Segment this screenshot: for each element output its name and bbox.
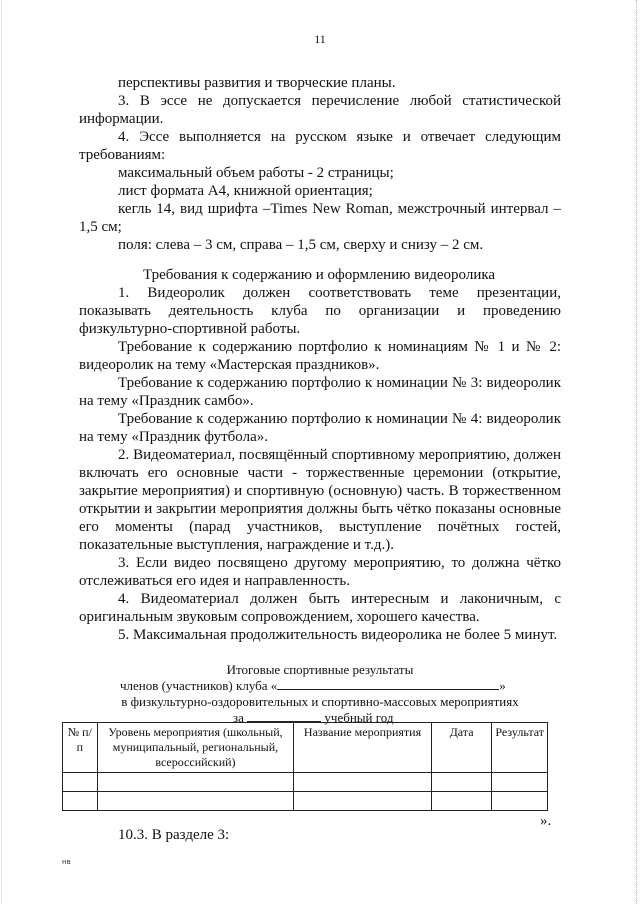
year-blank bbox=[247, 709, 321, 722]
header-result: Результат bbox=[492, 723, 548, 773]
text-line: лист формата А4, книжной ориентация; bbox=[118, 183, 373, 199]
results-club-prefix: членов (участников) клуба « bbox=[120, 678, 278, 693]
results-subtitle: в физкультурно-оздоровительных и спортивно-массовых мероприятиях bbox=[121, 694, 519, 709]
text-line: показательные выступления, награждение и т.д.). bbox=[79, 537, 394, 553]
text-line: его моменты (парад участников, выступление почётных гостей, bbox=[79, 519, 561, 535]
closing-quote: ». bbox=[540, 813, 552, 829]
table-cell bbox=[63, 792, 98, 811]
text-line: 5. Максимальная продолжительность видеоролика не более 5 минут. bbox=[118, 627, 558, 643]
text-line: 4. Видеоматериал должен быть интересным и лаконичным, с bbox=[118, 591, 561, 607]
text-line: Требование к содержанию портфолио к номинациям № 1 и № 2: bbox=[118, 339, 561, 355]
text-line: требованиям: bbox=[79, 147, 166, 163]
results-title: Итоговые спортивные результаты bbox=[226, 662, 414, 677]
text-line: перспективы развития и творческие планы. bbox=[118, 75, 396, 91]
text-line: 4. Эссе выполняется на русском языке и отвечает следующим bbox=[118, 129, 561, 145]
header-level: Уровень мероприятия (школьный, муниципальный, региональный, всероссийский) bbox=[97, 723, 294, 773]
text-line: показывать деятельность клуба по организации и проведению bbox=[79, 303, 561, 319]
table-cell bbox=[492, 773, 548, 792]
page-number: 11 bbox=[314, 32, 326, 46]
text-line: информации. bbox=[79, 111, 164, 127]
section-heading: Требования к содержанию и оформлению видеоролика bbox=[143, 267, 496, 283]
header-date: Дата bbox=[431, 723, 492, 773]
table-cell bbox=[431, 773, 492, 792]
text-line: открытии и закрытии мероприятия должны быть чётко показаны основные bbox=[79, 501, 561, 517]
table-row bbox=[63, 792, 548, 811]
text-line: оригинальным звуковым сопровождением, хорошего качества. bbox=[79, 609, 480, 625]
table-cell bbox=[63, 773, 98, 792]
table-cell bbox=[294, 773, 431, 792]
header-name: Название мероприятия bbox=[294, 723, 431, 773]
results-club-suffix: » bbox=[499, 678, 506, 693]
header-num: № п/п bbox=[63, 723, 98, 773]
text-line: закрытие мероприятия) и спортивную (основную) часть. В торжественном bbox=[79, 483, 561, 499]
text-line: на тему «Праздник самбо». bbox=[79, 393, 254, 409]
table-cell bbox=[294, 792, 431, 811]
table-cell bbox=[97, 792, 294, 811]
results-year-suffix: учебный год bbox=[324, 710, 394, 725]
text-line: отслеживаться его идея и направленность. bbox=[79, 573, 350, 589]
text-line: 2. Видеоматериал, посвящённый спортивному мероприятию, должен bbox=[118, 447, 561, 463]
table-cell bbox=[431, 792, 492, 811]
text-line: поля: слева – 3 см, справа – 1,5 см, сверху и снизу – 2 см. bbox=[118, 237, 484, 253]
text-line: 1,5 см; bbox=[79, 219, 122, 235]
text-line: 3. В эссе не допускается перечисление любой статистической bbox=[118, 93, 561, 109]
results-year-prefix: за bbox=[233, 710, 244, 725]
table-header-row bbox=[63, 723, 548, 773]
text-line: включать его основные части - торжественные церемонии (открытие, bbox=[79, 465, 561, 481]
results-table bbox=[62, 722, 548, 811]
table-row bbox=[63, 773, 548, 792]
text-line: Требование к содержанию портфолио к номинации № 4: видеоролик bbox=[118, 411, 561, 427]
text-line: на тему «Праздник футбола». bbox=[79, 429, 268, 445]
club-name-blank bbox=[277, 677, 499, 690]
table-cell bbox=[492, 792, 548, 811]
text-line: 3. Если видео посвящено другому мероприятию, то должна чётко bbox=[118, 555, 561, 571]
text-line: максимальный объем работы - 2 страницы; bbox=[118, 165, 394, 181]
text-line: видеоролик на тему «Мастерская праздников». bbox=[79, 357, 380, 373]
text-line: кегль 14, вид шрифта –Times New Roman, межстрочный интервал – bbox=[118, 201, 561, 217]
table-cell bbox=[97, 773, 294, 792]
text-line: 1. Видеоролик должен соответствовать теме презентации, bbox=[118, 285, 561, 301]
stamp-mark: нв bbox=[62, 858, 71, 866]
text-line: физкультурно-спортивной работы. bbox=[79, 321, 301, 337]
section-reference: 10.3. В разделе 3: bbox=[118, 827, 230, 843]
text-line: Требование к содержанию портфолио к номинации № 3: видеоролик bbox=[118, 375, 561, 391]
